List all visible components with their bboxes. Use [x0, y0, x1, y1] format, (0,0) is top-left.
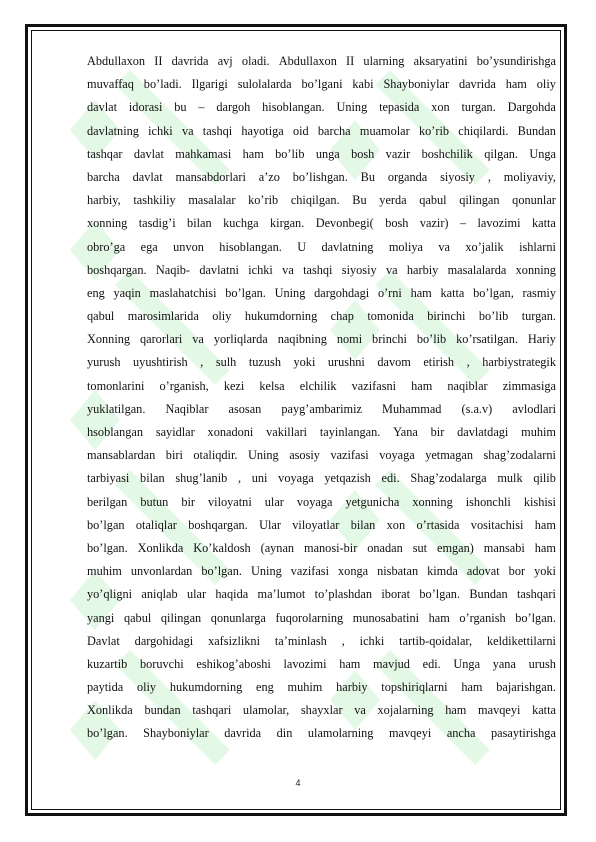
text-line: Xonning qarorlari va yorliqlarda naqibning nomi brinchi bo’lib ko’rsatilgan. Hariy: [87, 332, 556, 347]
text-line: muhim unvonlardan bo’lgan. Uning vazifasi xonga nisbatan kimda adovat bor yoki: [87, 564, 556, 579]
text-line: eng yaqin maslahatchisi bo’lgan. Uning dargohdagi o’rni ham katta bo’lgan, rasmiy: [87, 285, 556, 300]
text-line: hsoblangan sayidlar xonadoni vakillari tayinlangan. Yana bir davlatdagi muhim: [87, 425, 556, 439]
text-line: yurush uyushtirish , sulh tuzush yoki urushni davom etirish , harbiystrategik: [87, 355, 556, 370]
text-line: tomonlarini o’rganish, kezi kelsa elchilik vazifasni ham naqiblar zimmasiga: [87, 378, 556, 393]
text-line: boshqargan. Naqib- davlatni ichki va tashqi siyosiy va harbiy masalalarda xonning: [87, 262, 556, 277]
text-line: davlatning ichki va tashqi hayotiga oid barcha muamolar ko’rib chiqilardi. Bundan: [87, 123, 556, 138]
text-line: harbiy, tashkiliy masalalar ko’rib chiqilgan. Bu yerda qabul qilingan qonunlar: [87, 193, 556, 208]
text-line: qabul marosimlarida oliy hukumdorning chap tomonida birinchi bo’lib turgan.: [87, 309, 556, 324]
text-line: tashqar davlat mahkamasi ham bo’lib unga bosh vazir boshchilik qilgan. Unga: [87, 146, 556, 161]
text-line: tarbiyasi bilan shug’lanib , uni voyaga yetqazish edi. Shag’zodalarga mulk qilib: [87, 471, 556, 486]
text-line: barcha davlat mansabdorlari a’zo bo’lishgan. Bu organda siyosiy , moliyaviy,: [87, 169, 556, 184]
text-line: bo’lgan. Xonlikda Ko’kaldosh (aynan manosi-bir onadan sut emgan) mansabi ham: [87, 540, 556, 555]
text-line: yuklatilgan. Naqiblar asosan payg’ambarimiz Muhammad (s.a.v) avlodlari: [87, 401, 556, 416]
text-line: bo’lgan. Shayboniylar davrida din ulamolarning mavqeyi ancha pasaytirishga: [87, 726, 556, 741]
text-line: berilgan butun bir viloyatni ular voyaga yetgunicha xonning ishonchli kishisi: [87, 494, 556, 509]
document-body: [87, 50, 556, 746]
text-line: Abdullaxon II davrida avj oladi. Abdullaxon II ularning aksaryatini bo’ysundirishga: [87, 54, 556, 68]
text-line: yangi qabul qilingan qonunlarga fuqorolarning munosabatini ham o’rganish bo’lgan.: [87, 610, 556, 625]
text-line: Xonlikda bundan tashqari ulamolar, shayxlar va xojalarning ham mavqeyi katta: [87, 703, 556, 718]
text-line: Davlat dargohidagi xafsizlikni ta’minlash , ichki tartib-qoidalar, keldikettilarni: [87, 633, 556, 648]
text-line: mansablardan biri otaliqdir. Uning asosiy vazifasi voyaga yetmagan shag’zodalarni: [87, 448, 556, 463]
text-line: paytida oliy hukumdorning eng muhim harbiy topshiriqlarni ham bajarishgan.: [87, 680, 556, 695]
text-line: davlat idorasi bu – dargoh hisoblangan. Uning tepasida xon turgan. Dargohda: [87, 100, 556, 115]
text-line: muvaffaq bo’ladi. Ilgarigi sulolalarda bo’lgani kabi Shayboniylar davrida ham oliy: [87, 77, 556, 92]
text-line: kuzartib boruvchi eshikog’aboshi lavozimi ham mavjud edi. Unga yana urush: [87, 656, 556, 671]
text-line: xonning tasdig’i bilan kuchga kirgan. Devonbegi( bosh vazir) – lavozimi katta: [87, 216, 556, 231]
text-line: yo’qligni aniqlab ular haqida ma’lumot to’plashdan iborat bo’lgan. Bundan tashqari: [87, 587, 556, 602]
text-line: bo’lgan otaliqlar boshqargan. Ular viloyatlar bilan xon o’rtasida vositachisi ham: [87, 517, 556, 532]
text-line: obro’ga ega unvon hisoblangan. U davlatning moliya va xo’jalik ishlarni: [87, 239, 556, 254]
page-number: 4: [295, 778, 301, 788]
